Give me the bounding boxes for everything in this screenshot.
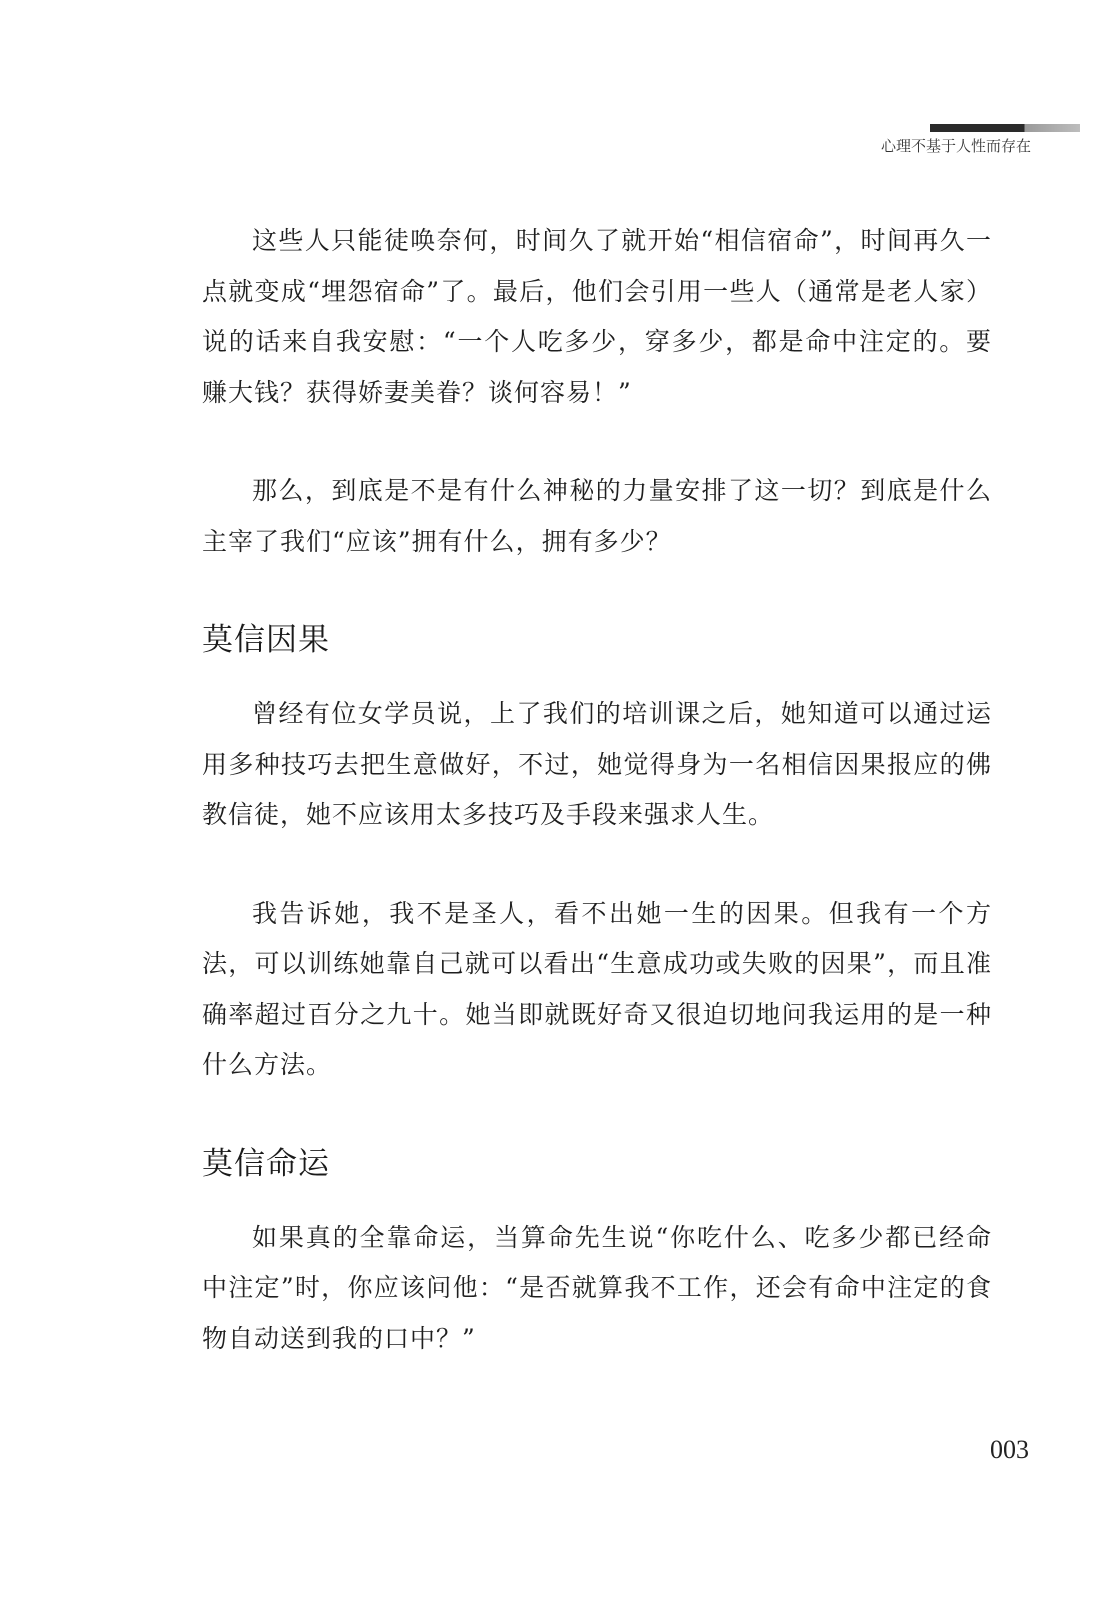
paragraph-2: 那么，到底是不是有什么神秘的力量安排了这一切？到底是什么主宰了我们“应该”拥有什么，拥有多少？ (202, 476, 992, 556)
paragraph-3: 曾经有位女学员说，上了我们的培训课之后，她知道可以通过运用多种技巧去把生意做好，不过，她觉得身为一名相信因果报应的佛教信徒，她不应该用太多技巧及手段来强求人生。 (202, 699, 992, 829)
paragraph-1: 这些人只能徒唤奈何，时间久了就开始“相信宿命”，时间再久一点就变成“埋怨宿命”了。最后，他们会引用一些人（通常是老人家）说的话来自我安慰：“一个人吃多少，穿多少，都是命中注定的。要赚大钱？获得娇妻美眷？谈何容易！” (202, 226, 992, 407)
section-heading-karma: 莫信因果 (202, 622, 330, 658)
running-head: 心理不基于人性而存在 (880, 137, 1031, 155)
paragraph-4: 我告诉她，我不是圣人，看不出她一生的因果。但我有一个方法，可以训练她靠自己就可以看出“生意成功或失败的因果”，而且准确率超过百分之九十。她当即就既好奇又很迫切地问我运用的是一种什么方法。 (202, 898, 992, 1079)
section-heading-fate: 莫信命运 (202, 1145, 330, 1182)
page-number: 003 (990, 1435, 1029, 1464)
paragraph-5: 如果真的全靠命运，当算命先生说“你吃什么、吃多少都已经命中注定”时，你应该问他：“是否就算我不工作，还会有命中注定的食物自动送到我的口中？” (202, 1222, 992, 1353)
header-bar (930, 124, 1080, 132)
page-content (202, 216, 992, 1364)
